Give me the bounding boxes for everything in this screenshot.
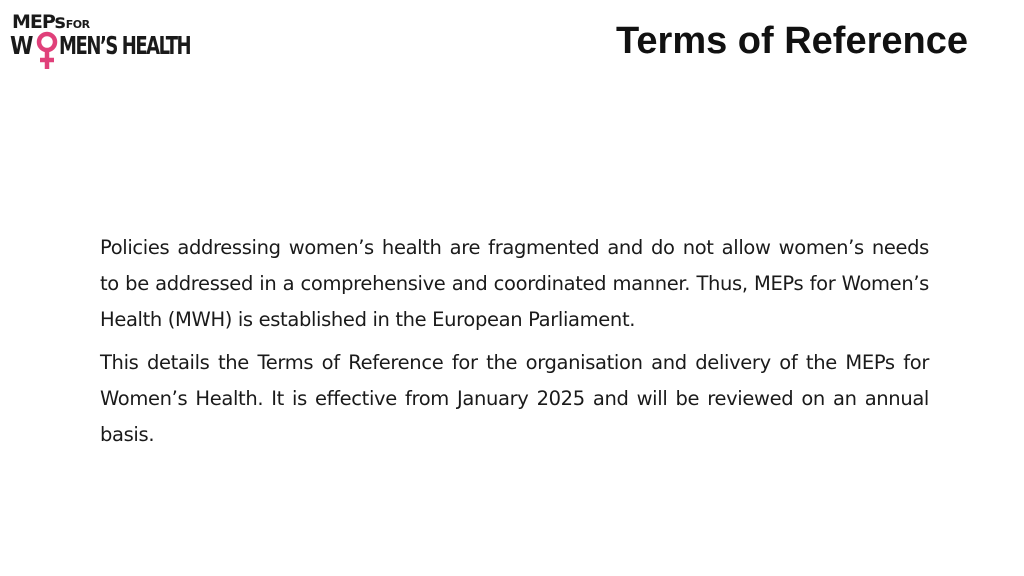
logo-mens-health-text: MEN’S HEALTH	[59, 31, 191, 60]
logo-w-text: W	[10, 31, 33, 60]
logo-line-bottom	[10, 32, 241, 60]
logo-for-text: FOR	[65, 18, 90, 31]
paragraph-intro: Policies addressing women’s health are fragmented and do not allow women’s needs to be addressed in a comprehensive and coordinated manner. Thus, MEPs for Women’s Health (MWH) is established in the European Parliament.	[100, 236, 929, 331]
meps-for-womens-health-logo	[10, 12, 215, 74]
logo-meps-text: MEPs	[12, 11, 65, 33]
page-title: Terms of Reference	[616, 20, 968, 62]
paragraph-details: This details the Terms of Reference for the organisation and delivery of the MEPs for Women’s Health. It is effective from January 2025 and will be reviewed on an annual basis.	[100, 351, 929, 446]
body-text	[100, 230, 929, 460]
venus-symbol-icon	[36, 31, 58, 73]
